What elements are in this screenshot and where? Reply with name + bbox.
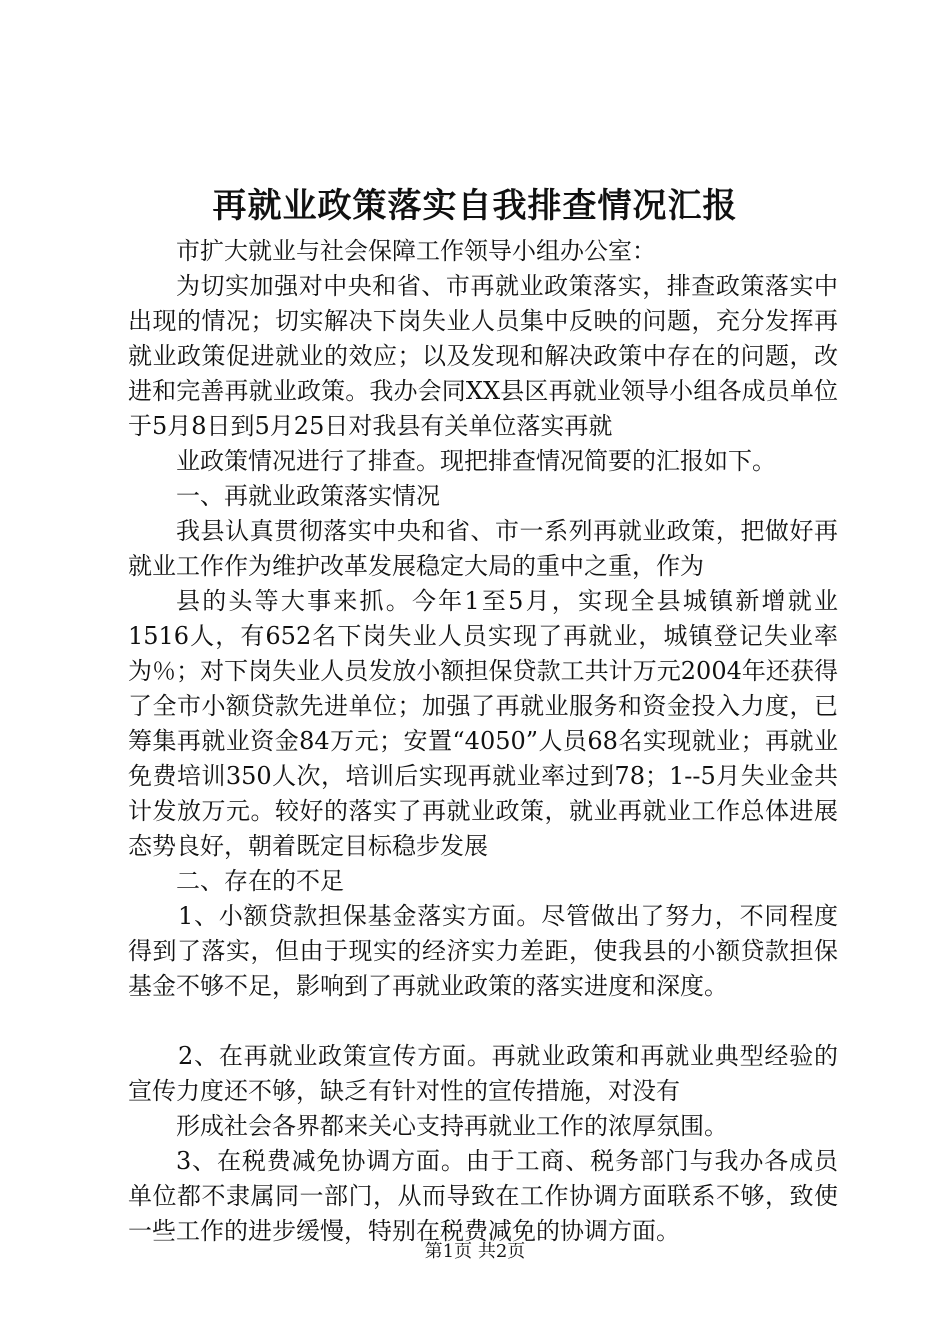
paragraph-intro: 为切实加强对中央和省、市再就业政策落实，排查政策落实中出现的情况；切实解决下岗失业人员集中反映的问题，充分发挥再就业政策促进就业的效应；以及发现和解决政策中存在的问题，改进和完善再就业政策。我办会同XX县区再就业领导小组各成员单位于5月8日到5月25日对我县有关单位落实再就	[128, 272, 838, 440]
page-title: 再就业政策落实自我排查情况汇报	[212, 186, 738, 226]
section-heading-1: 一、再就业政策落实情况	[176, 482, 440, 510]
paragraph-item-2: 2、在再就业政策宣传方面。再就业政策和再就业典型经验的宣传力度还不够，缺乏有针对性的宣传措施，对没有	[128, 1042, 838, 1105]
section-heading-2: 二、存在的不足	[176, 867, 344, 895]
paragraph-intro-cont: 业政策情况进行了排查。现把排查情况简要的汇报如下。	[176, 447, 776, 475]
page-footer: 第1页 共2页	[424, 1241, 526, 1262]
paragraph-gap	[128, 1004, 838, 1039]
paragraph-section1: 我县认真贯彻落实中央和省、市一系列再就业政策，把做好再就业工作作为维护改革发展稳定大局的重中之重，作为	[128, 517, 838, 580]
paragraph-item-2-cont: 形成社会各界都来关心支持再就业工作的浓厚氛围。	[176, 1112, 728, 1140]
salutation: 市扩大就业与社会保障工作领导小组办公室：	[176, 237, 656, 265]
paragraph-item-3: 3、在税费减免协调方面。由于工商、税务部门与我办各成员单位都不隶属同一部门，从而导致在工作协调方面联系不够，致使一些工作的进步缓慢，特别在税费减免的协调方面。	[128, 1147, 838, 1245]
paragraph-item-1: 1、小额贷款担保基金落实方面。尽管做出了努力，不同程度得到了落实，但由于现实的经济实力差距，使我县的小额贷款担保基金不够不足，影响到了再就业政策的落实进度和深度。	[128, 902, 838, 1000]
paragraph-section1-cont: 县的头等大事来抓。今年1至5月，实现全县城镇新增就业1516人，有652名下岗失业人员实现了再就业，城镇登记失业率为％；对下岗失业人员发放小额担保贷款工共计万元2004年还获得了全市小额贷款先进单位；加强了再就业服务和资金投入力度，已筹集再就业资金84万元；安置“4050”人员68名实现就业；再就业免费培训350人次，培训后实现再就业率过到78；1--5月失业金共计发放万元。较好的落实了再就业政策，就业再就业工作总体进展态势良好，朝着既定目标稳步发展	[128, 587, 838, 860]
document-body	[128, 234, 838, 1249]
